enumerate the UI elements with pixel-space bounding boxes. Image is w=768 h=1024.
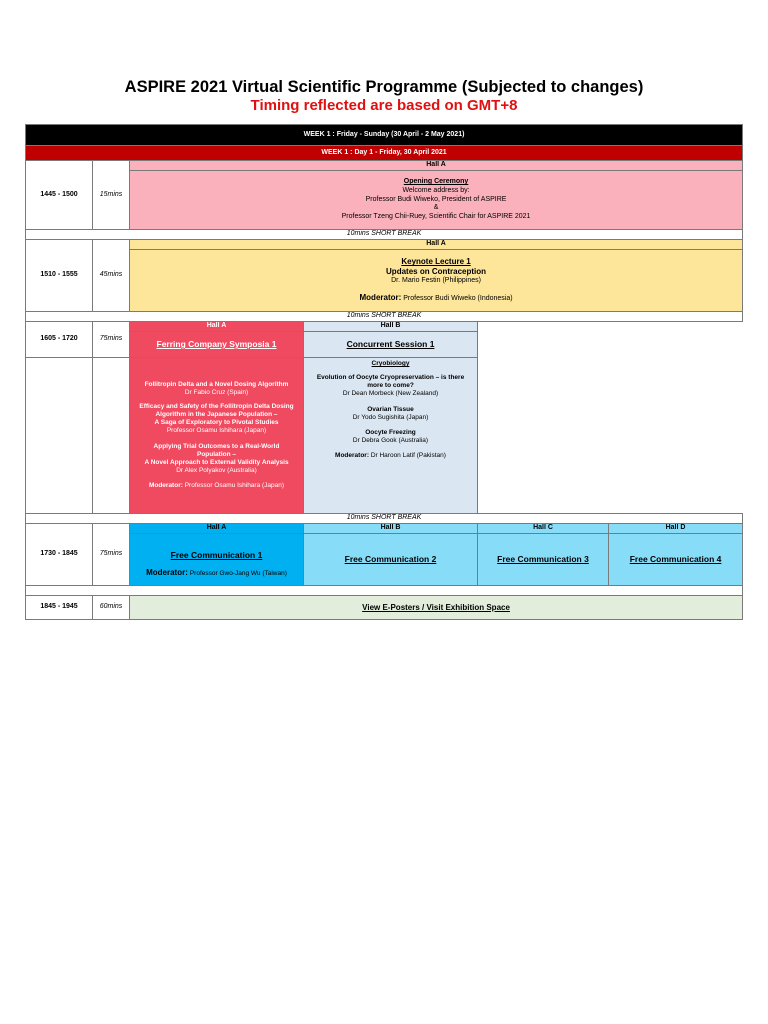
keynote-cell [130,250,743,312]
duration: 75mins [93,524,130,586]
duration: 45mins [93,240,130,312]
spacer-row [26,586,743,596]
hall-a-label: Hall A [130,240,743,250]
free-comm-3-title[interactable]: Free Communication 3 [497,554,589,565]
talk-title: Follitropin Delta and a Novel Dosing Algorithm [144,380,289,388]
concurrent-session-title[interactable]: Concurrent Session 1 [346,339,435,350]
keynote-title[interactable]: Keynote Lecture 1 [401,257,471,267]
talk-speaker: Professor Osamu Ishihara (Japan) [166,427,267,435]
ferring-moderator [130,482,303,490]
talk-title: Population – [197,450,236,458]
talk-speaker: Dr Alex Polyakov (Australia) [176,466,257,474]
free-comm-1-moderator [130,568,303,579]
day-header-row [26,146,743,161]
hall-a-label: Hall A [130,322,304,332]
day-header: WEEK 1 : Day 1 - Friday, 30 April 2021 [26,146,743,161]
free-comm-2-cell [304,534,478,586]
hall-a-label: Hall A [130,524,304,534]
moderator-label: Moderator: [148,482,183,490]
week-header-row [26,125,743,146]
keynote-session-row [26,250,743,312]
posters-row [26,596,743,620]
posters-cell [130,596,743,620]
moderator-name: Dr Haroon Latif (Pakistan) [370,452,446,459]
opening-ceremony-title[interactable]: Opening Ceremony [403,178,469,186]
time-slot: 1605 - 1720 [26,322,93,358]
ferring-title-cell [130,332,304,358]
spacer [26,586,743,596]
talk-speaker: Dr Debra Gook (Australia) [352,436,429,444]
time-slot-empty [26,358,93,514]
time-slot: 1730 - 1845 [26,524,93,586]
moderator-name: Professor Osamu Ishihara (Japan) [184,482,285,490]
keynote-subtitle: Updates on Contraception [386,267,487,277]
break-row [26,230,743,240]
short-break: 10mins SHORT BREAK [26,312,743,322]
concurrent-detail-cell [304,358,478,514]
opening-ceremony-cell [130,171,743,230]
ferring-symposia-title[interactable]: Ferring Company Symposia 1 [156,339,277,350]
free-comm-2-title[interactable]: Free Communication 2 [344,554,437,565]
concurrent-title-cell [304,332,478,358]
talk-title: Evolution of Oocyte Cryopreservation – is there [316,374,465,382]
talk-title: Efficacy and Safety of the Follitropin Delta Dosing [139,403,294,411]
keynote-hall-row [26,240,743,250]
talk-speaker: Dr Dean Morbeck (New Zealand) [342,390,439,398]
posters-link[interactable]: View E-Posters / Visit Exhibition Space [362,602,510,612]
empty-area [478,322,743,514]
moderator-name: Professor Budi Wiweko (Indonesia) [403,295,513,302]
hall-a-label: Hall A [130,161,743,171]
talk-title: Ovarian Tissue [367,405,414,413]
short-break: 10mins SHORT BREAK [26,514,743,524]
hall-c-label: Hall C [478,524,609,534]
duration: 60mins [93,596,130,620]
talk-title: Oocyte Freezing [365,428,416,436]
opening-line: Professor Tzeng Chii-Ruey, Scientific Chair for ASPIRE 2021 [341,213,531,221]
free-comm-4-cell [609,534,743,586]
talk-speaker: Dr Fabio Cruz (Spain) [184,388,249,396]
break-row [26,514,743,524]
symposia-hall-row [26,322,743,332]
talk-title: more to come? [367,382,414,390]
talk-title: A Saga of Exploratory to Pivotal Studies [154,419,279,427]
duration: 15mins [93,161,130,230]
time-slot: 1845 - 1945 [26,596,93,620]
opening-line: Welcome address by: [402,186,470,194]
programme-table [25,124,743,620]
short-break: 10mins SHORT BREAK [26,230,743,240]
talk-title: Algorithm in the Japanese Population – [155,411,278,419]
talk-title: A Novel Approach to External Validity Analysis [144,458,289,466]
hall-b-label: Hall B [304,322,478,332]
opening-line: Professor Budi Wiweko, President of ASPIRE [365,195,507,203]
talk-speaker: Dr Yodo Sugishita (Japan) [352,413,429,421]
free-comm-3-cell [478,534,609,586]
break-row [26,312,743,322]
hall-d-label: Hall D [609,524,743,534]
timezone-note: Timing reflected are based on GMT+8 [250,97,518,114]
moderator-label: Moderator: [146,567,188,577]
free-comm-session-row [26,534,743,586]
keynote-speaker: Dr. Mario Festin (Philippines) [391,277,481,285]
concurrent-theme: Cryobiology [371,360,410,367]
free-comm-hall-row [26,524,743,534]
moderator-label: Moderator: [359,293,402,302]
week-header: WEEK 1 : Friday - Sunday (30 April - 2 May 2021) [26,125,743,146]
keynote-moderator [130,293,742,304]
ferring-detail-cell [130,358,304,514]
free-comm-1-title[interactable]: Free Communication 1 [170,550,263,561]
page-title: ASPIRE 2021 Virtual Scientific Programme (Subjected to changes) [124,78,644,96]
duration: 75mins [93,322,130,358]
free-comm-4-title[interactable]: Free Communication 4 [629,554,722,565]
opening-line: & [433,204,439,212]
moderator-label: Moderator: [335,452,369,459]
opening-session-row [26,171,743,230]
duration-empty [93,358,130,514]
time-slot: 1510 - 1555 [26,240,93,312]
moderator-name: Professor Gwo-Jang Wu (Taiwan) [189,569,287,577]
hall-b-label: Hall B [304,524,478,534]
talk-title: Applying Trial Outcomes to a Real-World [153,442,280,450]
opening-hall-row [26,161,743,171]
concurrent-moderator [304,452,477,460]
free-comm-1-cell [130,534,304,586]
time-slot: 1445 - 1500 [26,161,93,230]
